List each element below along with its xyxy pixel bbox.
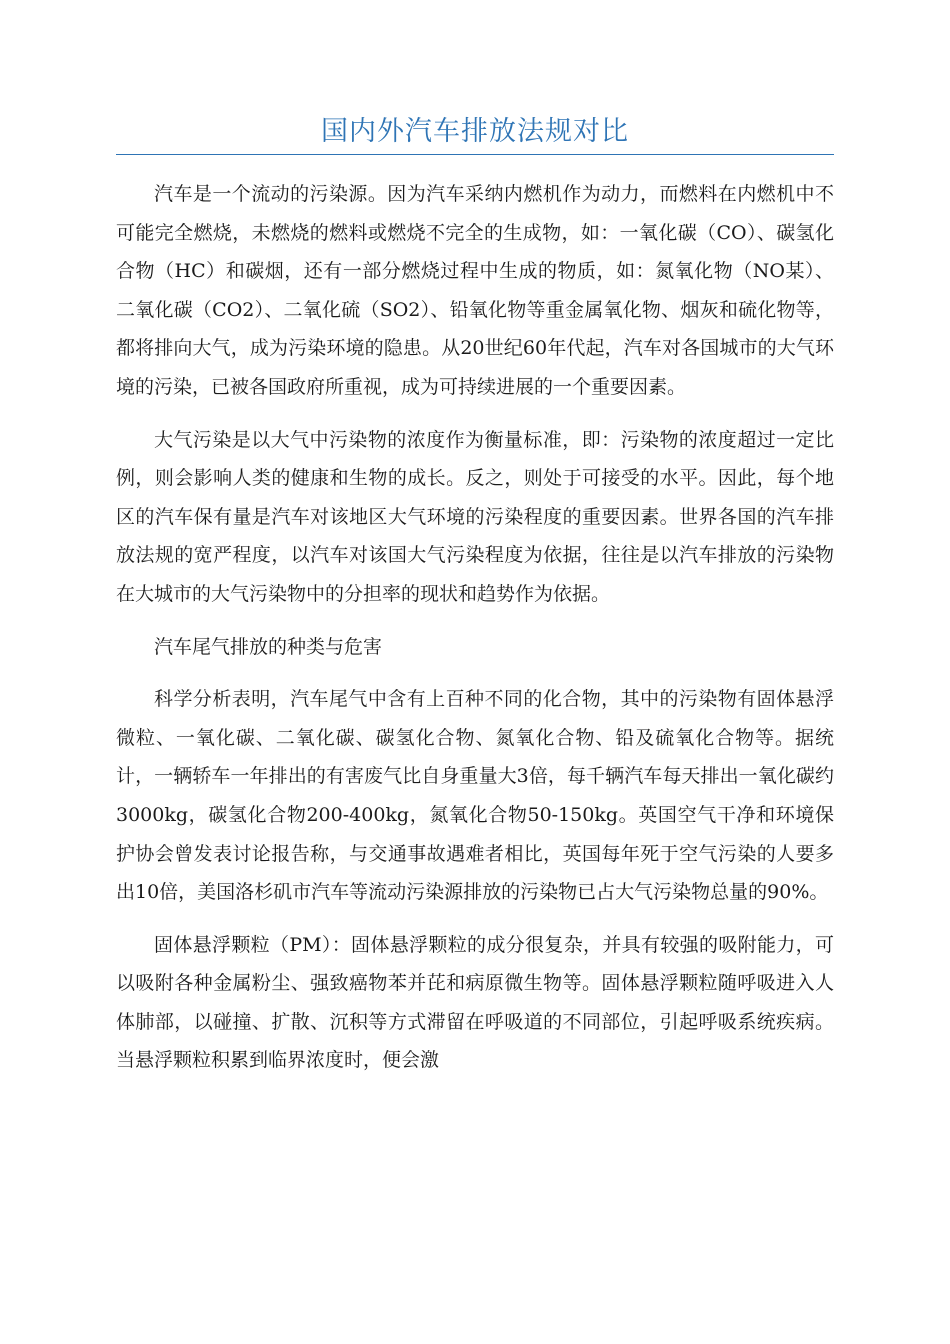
paragraph-particulate-matter: 固体悬浮颗粒（PM）：固体悬浮颗粒的成分很复杂，并具有较强的吸附能力，可以吸附各种金属粉尘、强致癌物苯并芘和病原微生物等。固体悬浮颗粒随呼吸进入人体肺部，以碰撞、扩散、沉积等方式滞留在呼吸道的不同部位，引起呼吸系统疾病。当悬浮颗粒积累到临界浓度时，便会激 [116,933,834,1072]
document-title: 国内外汽车排放法规对比 [321,116,629,147]
paragraph-exhaust-composition: 科学分析表明，汽车尾气中含有上百种不同的化合物，其中的污染物有固体悬浮微粒、一氧化碳、二氧化碳、碳氢化合物、氮氧化合物、铅及硫氧化合物等。据统计，一辆轿车一年排出的有害废气比自身重量大3倍，每千辆汽车每天排出一氧化碳约3000kg，碳氢化合物200-400kg，氮氧化合物50-150kg。英国空气干净和环境保护协会曾发表讨论报告称，与交通事故遇难者相比，英国每年死于空气污染的人要多出10倍，美国洛杉矶市汽车等流动污染源排放的污染物已占大气污染物总量的90%。 [116,688,834,904]
title-underline [116,154,834,155]
section-subheading: 汽车尾气排放的种类与危害 [154,635,383,658]
paragraph-pollution-source: 汽车是一个流动的污染源。因为汽车采纳内燃机作为动力，而燃料在内燃机中不可能完全燃烧，未燃烧的燃料或燃烧不完全的生成物，如：一氧化碳（CO）、碳氢化合物（HC）和碳烟，还有一部分燃烧过程中生成的物质，如：氮氧化物（NO某）、二氧化碳（CO2）、二氧化硫（SO2）、铅氧化物等重金属氧化物、烟灰和硫化物等，都将排向大气，成为污染环境的隐患。从20世纪60年代起，汽车对各国城市的大气环境的污染，已被各国政府所重视，成为可持续进展的一个重要因素。 [116,183,834,398]
document-body [116,175,834,1094]
paragraph-air-pollution-standard: 大气污染是以大气中污染物的浓度作为衡量标准，即：污染物的浓度超过一定比例，则会影响人类的健康和生物的成长。反之，则处于可接受的水平。因此，每个地区的汽车保有量是汽车对该地区大气环境的污染程度的重要因素。世界各国的汽车排放法规的宽严程度，以汽车对该国大气污染程度为依据，往往是以汽车排放的污染物在大城市的大气污染物中的分担率的现状和趋势作为依据。 [116,428,834,605]
